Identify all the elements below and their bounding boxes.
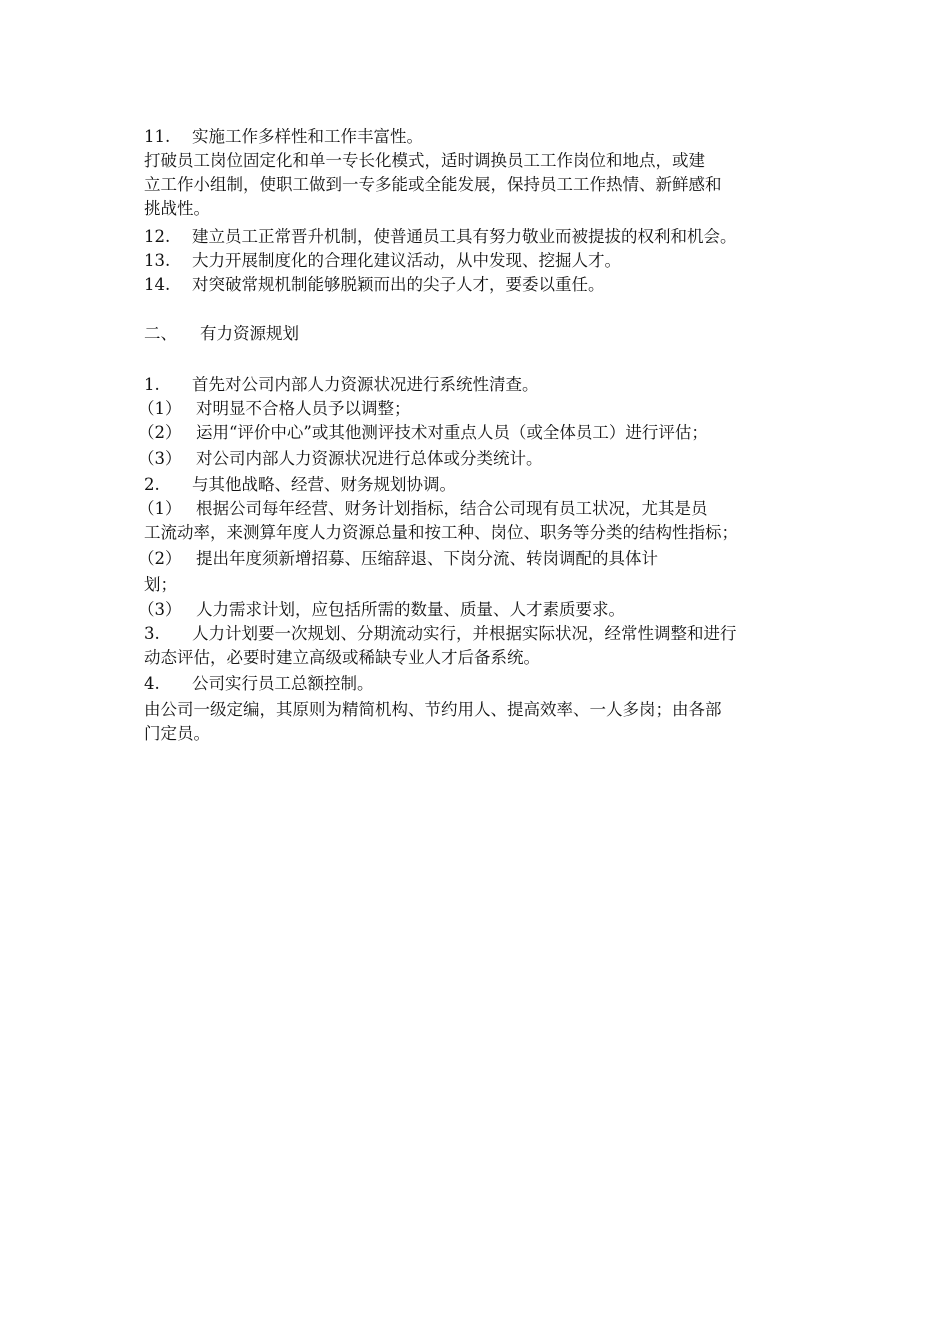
list-item: [144, 249, 621, 273]
list-item: [144, 473, 456, 497]
item-text: 由公司一级定编，其原则为精简机构、节约用人、提高效率、一人多岗；由各部: [144, 700, 722, 719]
item-number: 1.: [144, 375, 160, 394]
item-text: 大力开展制度化的合理化建议活动，从中发现、挖掘人才。: [192, 251, 621, 270]
section-heading: [144, 322, 299, 346]
paragraph-line: [144, 197, 210, 221]
paragraph-line: [144, 521, 738, 545]
sub-item: [138, 598, 625, 622]
item-number: 11.: [144, 127, 171, 146]
section-title: 有力资源规划: [200, 324, 299, 343]
list-item: [144, 273, 605, 297]
item-text: 挑战性。: [144, 199, 210, 218]
item-text: 提出年度须新增招募、压缩辞退、下岗分流、转岗调配的具体计: [196, 549, 658, 568]
item-number: 3.: [144, 624, 160, 643]
paragraph-line: [144, 646, 540, 670]
sub-item: [138, 397, 411, 421]
item-text: 立工作小组制，使职工做到一专多能或全能发展，保持员工工作热情、新鲜感和: [144, 175, 722, 194]
item-text: 公司实行员工总额控制。: [192, 674, 374, 693]
item-text: 工流动率，来测算年度人力资源总量和按工种、岗位、职务等分类的结构性指标；: [144, 523, 738, 542]
paragraph-line: [144, 149, 705, 173]
item-text: 根据公司每年经营、财务计划指标，结合公司现有员工状况，尤其是员: [196, 499, 708, 518]
item-text: 门定员。: [144, 724, 210, 743]
list-item: [144, 373, 539, 397]
item-number: 14.: [144, 275, 171, 294]
paragraph-line: [144, 573, 177, 597]
sub-item-number: （2）: [138, 549, 182, 568]
item-text: 首先对公司内部人力资源状况进行系统性清查。: [192, 375, 539, 394]
item-text: 对公司内部人力资源状况进行总体或分类统计。: [196, 449, 543, 468]
sub-item: [138, 547, 658, 571]
sub-item-number: （3）: [138, 600, 182, 619]
paragraph-line: [144, 698, 722, 722]
sub-item: [138, 421, 708, 445]
item-text: 动态评估，必要时建立高级或稀缺专业人才后备系统。: [144, 648, 540, 667]
item-text: 人力需求计划，应包括所需的数量、质量、人才素质要求。: [196, 600, 625, 619]
section-number: 二、: [144, 324, 177, 343]
sub-item-number: （1）: [138, 499, 182, 518]
list-item: [144, 125, 423, 149]
item-text: 实施工作多样性和工作丰富性。: [192, 127, 423, 146]
paragraph-line: [144, 722, 210, 746]
item-text: 人力计划要一次规划、分期流动实行，并根据实际状况，经常性调整和进行: [192, 624, 737, 643]
sub-item: [138, 447, 543, 471]
item-text: 打破员工岗位固定化和单一专长化模式，适时调换员工工作岗位和地点，或建: [144, 151, 705, 170]
item-text: 与其他战略、经营、财务规划协调。: [192, 475, 456, 494]
item-number: 13.: [144, 251, 171, 270]
item-number: 2.: [144, 475, 160, 494]
item-text: 建立员工正常晋升机制，使普通员工具有努力敬业而被提拔的权利和机会。: [192, 227, 737, 246]
list-item: [144, 622, 737, 646]
list-item: [144, 672, 374, 696]
list-item: [144, 225, 737, 249]
sub-item: [138, 497, 708, 521]
item-number: 12.: [144, 227, 171, 246]
item-text: 运用“评价中心”或其他测评技术对重点人员（或全体员工）进行评估；: [196, 423, 708, 442]
sub-item-number: （1）: [138, 399, 182, 418]
item-text: 划；: [144, 575, 177, 594]
item-text: 对明显不合格人员予以调整；: [196, 399, 411, 418]
paragraph-line: [144, 173, 722, 197]
sub-item-number: （3）: [138, 449, 182, 468]
sub-item-number: （2）: [138, 423, 182, 442]
item-number: 4.: [144, 674, 160, 693]
item-text: 对突破常规机制能够脱颖而出的尖子人才，要委以重任。: [192, 275, 605, 294]
